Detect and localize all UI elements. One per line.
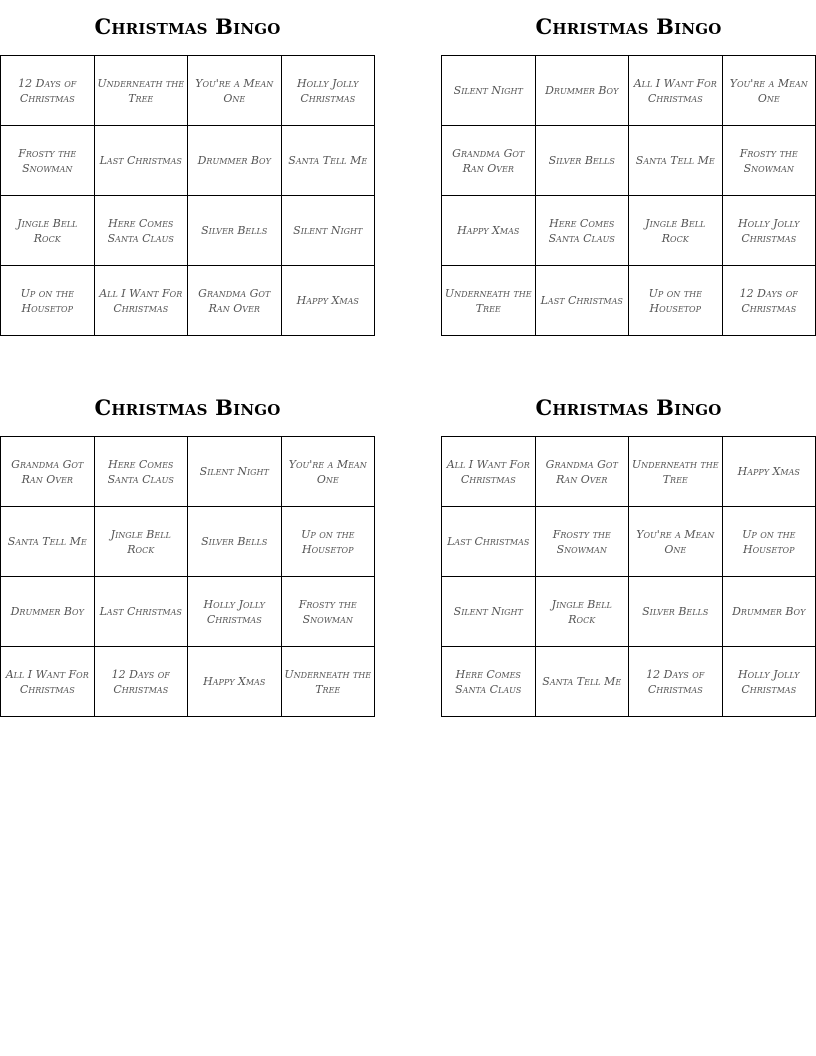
bingo-cell: Holly Jolly Christmas	[188, 577, 282, 647]
bingo-cell: Holly Jolly Christmas	[282, 56, 376, 126]
bingo-card-4	[441, 391, 816, 717]
bingo-cell: Frosty the Snowman	[536, 507, 630, 577]
bingo-cell: Happy Xmas	[723, 437, 816, 507]
bingo-cell: Jingle Bell Rock	[1, 196, 95, 266]
bingo-card-2	[441, 10, 816, 336]
bingo-cell: Drummer Boy	[1, 577, 95, 647]
bingo-cell: Frosty the Snowman	[282, 577, 376, 647]
bingo-cell: Underneath the Tree	[95, 56, 189, 126]
bingo-cell: You're a Mean One	[188, 56, 282, 126]
bingo-cell: Santa Tell Me	[1, 507, 95, 577]
bingo-cell: Drummer Boy	[536, 56, 630, 126]
card-title: Christmas Bingo	[94, 14, 281, 39]
bingo-cell: 12 Days of Christmas	[723, 266, 816, 336]
bingo-cell: Up on the Housetop	[282, 507, 376, 577]
bingo-cell: 12 Days of Christmas	[1, 56, 95, 126]
bingo-grid	[0, 55, 375, 336]
bingo-cell: Underneath the Tree	[282, 647, 376, 717]
bingo-cell: Here Comes Santa Claus	[442, 647, 536, 717]
bingo-cell: Jingle Bell Rock	[95, 507, 189, 577]
bingo-cell: You're a Mean One	[282, 437, 376, 507]
card-title: Christmas Bingo	[535, 14, 722, 39]
bingo-cell: Last Christmas	[95, 126, 189, 196]
bingo-cell: Last Christmas	[442, 507, 536, 577]
bingo-cell: Last Christmas	[95, 577, 189, 647]
bingo-cell: Santa Tell Me	[629, 126, 723, 196]
bingo-cell: All I Want For Christmas	[629, 56, 723, 126]
bingo-cell: All I Want For Christmas	[1, 647, 95, 717]
bingo-cell: All I Want For Christmas	[442, 437, 536, 507]
bingo-cell: Silent Night	[442, 577, 536, 647]
bingo-cell: Last Christmas	[536, 266, 630, 336]
bingo-cell: 12 Days of Christmas	[95, 647, 189, 717]
bingo-cell: Happy Xmas	[188, 647, 282, 717]
bingo-cell: Silver Bells	[188, 196, 282, 266]
bingo-cell: Grandma Got Ran Over	[1, 437, 95, 507]
bingo-cell: Drummer Boy	[188, 126, 282, 196]
bingo-cell: Here Comes Santa Claus	[95, 437, 189, 507]
bingo-cell: Grandma Got Ran Over	[442, 126, 536, 196]
bingo-cell: Santa Tell Me	[282, 126, 376, 196]
bingo-cell: Frosty the Snowman	[723, 126, 816, 196]
bingo-cell: Jingle Bell Rock	[536, 577, 630, 647]
bingo-cell: Grandma Got Ran Over	[536, 437, 630, 507]
bingo-cell: Happy Xmas	[442, 196, 536, 266]
bingo-cell: All I Want For Christmas	[95, 266, 189, 336]
card-title: Christmas Bingo	[535, 395, 722, 420]
bingo-cell: Up on the Housetop	[629, 266, 723, 336]
bingo-cell: Silver Bells	[188, 507, 282, 577]
bingo-grid	[441, 55, 816, 336]
bingo-grid	[441, 436, 816, 717]
bingo-cell: Up on the Housetop	[723, 507, 816, 577]
bingo-cell: Silent Night	[188, 437, 282, 507]
bingo-cell: Up on the Housetop	[1, 266, 95, 336]
bingo-cell: Holly Jolly Christmas	[723, 196, 816, 266]
bingo-cell: Happy Xmas	[282, 266, 376, 336]
bingo-cell: Here Comes Santa Claus	[536, 196, 630, 266]
bingo-card-1	[0, 10, 375, 336]
bingo-cell: Silver Bells	[536, 126, 630, 196]
bingo-cell: Underneath the Tree	[442, 266, 536, 336]
bingo-cell: Frosty the Snowman	[1, 126, 95, 196]
bingo-cell: 12 Days of Christmas	[629, 647, 723, 717]
bingo-cell: Silent Night	[282, 196, 376, 266]
bingo-cell: Drummer Boy	[723, 577, 816, 647]
bingo-cell: Silent Night	[442, 56, 536, 126]
bingo-cell: Jingle Bell Rock	[629, 196, 723, 266]
card-title: Christmas Bingo	[94, 395, 281, 420]
bingo-cell: Underneath the Tree	[629, 437, 723, 507]
bingo-card-3	[0, 391, 375, 717]
bingo-cell: You're a Mean One	[629, 507, 723, 577]
bingo-cell: Santa Tell Me	[536, 647, 630, 717]
bingo-cell: Silver Bells	[629, 577, 723, 647]
bingo-cell: Holly Jolly Christmas	[723, 647, 816, 717]
bingo-cell: Here Comes Santa Claus	[95, 196, 189, 266]
bingo-cell: Grandma Got Ran Over	[188, 266, 282, 336]
bingo-grid	[0, 436, 375, 717]
bingo-cell: You're a Mean One	[723, 56, 816, 126]
